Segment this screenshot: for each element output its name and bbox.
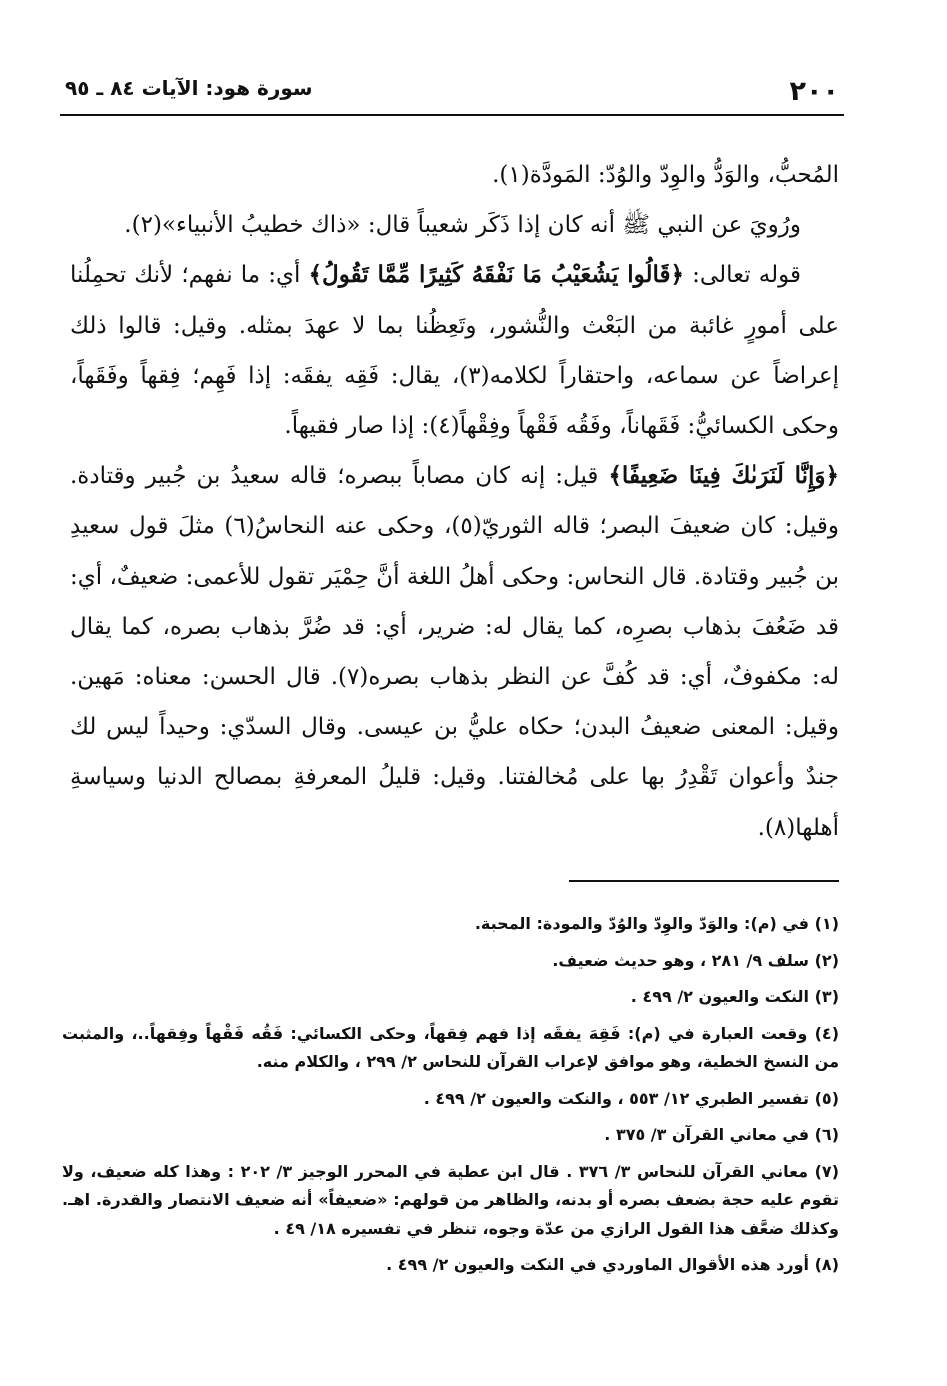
page-header — [65, 66, 839, 116]
footnotes — [62, 910, 839, 1288]
paragraph-3 — [70, 250, 839, 451]
page-number: ٢٠٠ — [789, 76, 839, 107]
running-title: سورة هود: الآيات ٨٤ ـ ٩٥ — [65, 76, 313, 100]
paragraph-2: ورُويَ عن النبي ﷺ أنه كان إذا ذَكَر شعيباً قال: «ذاك خطيبُ الأنبياء»(٢). — [124, 212, 801, 239]
header-rule — [60, 114, 844, 116]
paragraph-1: المُحبُّ، والوَدُّ والوِدّ والوُدّ: المَودَّة(١). — [492, 162, 839, 188]
paragraph-3-intro: قوله تعالى: — [684, 262, 801, 289]
quran-verse-2: ﴿وَإِنَّا لَنَرَىٰكَ فِينَا ضَعِيفًا﴾ — [608, 462, 839, 490]
footnote-4: (٤) وقعت العبارة في (م): فَقِهَ يفقَه إذا فهم فِقهاً، وحكى الكسائي: فَقُه فَقْهاً وفِقهاً..، والمثبت من النسخ الخطية، وهو موافق لإعراب القرآن للنحاس ٢/ ٢٩٩ ، والكلام منه. — [62, 1023, 839, 1071]
footnote-2: (٢) سلف ٩/ ٢٨١ ، وهو حديث ضعيف. — [552, 950, 839, 970]
paragraph-4 — [70, 451, 839, 853]
footnote-7: (٧) معاني القرآن للنحاس ٣/ ٣٧٦ . قال ابن عطية في المحرر الوجيز ٣/ ٢٠٢ : وهذا كله ضعيف، ولا تقوم عليه حجة بضعف بصره أو بدنه، والظاهر من قولهم: «ضعيفاً» أنه ضعيف الانتصار والقدرة. اهـ. وكذلك ضعَّف هذا القول الرازي من عدّة وجوه، تنظر في تفسيره ١٨/ ٤٩ . — [62, 1161, 839, 1238]
footnote-3: (٣) النكت والعيون ٢/ ٤٩٩ . — [630, 987, 839, 1006]
footnote-5: (٥) تفسير الطبري ١٢/ ٥٥٣ ، والنكت والعيون ٢/ ٤٩٩ . — [423, 1088, 839, 1108]
paragraph-3-text: أي: ما نفهم؛ لأنك تحمِلُنا على أمورٍ غائبة من البَعْث والنُّشور، وتَعِظُنا بما لا عهدَ بمثله. وقيل: قالوا ذلك إعراضاً عن سماعه، واحتقاراً لكلامه(٣)، يقال: فَقِه يفقَه: إذا فَهِم؛ فِقهاً وفَقَهاً، وحكى الكسائيُّ: فَقَهاناً، وفَقُه فَقْهاً وفِقْهاً(٤): إذا صار فقيهاً. — [70, 262, 839, 440]
footnote-8: (٨) أورد هذه الأقوال الماوردي في النكت والعيون ٢/ ٤٩٩ . — [386, 1255, 839, 1274]
main-text — [70, 150, 839, 853]
footnote-6: (٦) في معاني القرآن ٣/ ٣٧٥ . — [604, 1125, 839, 1144]
footnote-1: (١) في (م): والوَدّ والوِدّ والوُدّ والمودة: المحبة. — [474, 914, 839, 933]
footnote-divider — [569, 880, 839, 882]
quran-verse-1: ﴿قَالُوا يَشُعَيْبُ مَا نَفْقَهُ كَثِيرًا مِّمَّا تَقُولُ﴾ — [308, 261, 684, 289]
paragraph-4-text: قيل: إنه كان مصاباً ببصره؛ قاله سعيدُ بن جُبير وقتادة. وقيل: كان ضعيفَ البصر؛ قاله الثوريّ(٥)، وحكى عنه النحاسُ(٦) مثلَ قول سعيدِ بن جُبير وقتادة. قال النحاس: وحكى أهلُ اللغة أنَّ حِمْيَر تقول للأعمى: ضعيفٌ، أي: قد ضَعُفَ بذهاب بصرِه، كما يقال له: ضرير، أي: قد ضُرَّ بذهاب بصره، كما يقال له: مكفوفٌ، أي: قد كُفَّ عن النظر بذهاب بصره(٧). قال الحسن: معناه: مَهين. وقيل: المعنى ضعيفُ البدن؛ حكاه عليُّ بن عيسى. وقال السدّي: وحيداً ليس لك جندٌ وأعوان تَقْدِرُ بها على مُخالفتنا. وقيل: قليلُ المعرفةِ بمصالح الدنيا وسياسةِ أهلها(٨). — [70, 463, 839, 841]
